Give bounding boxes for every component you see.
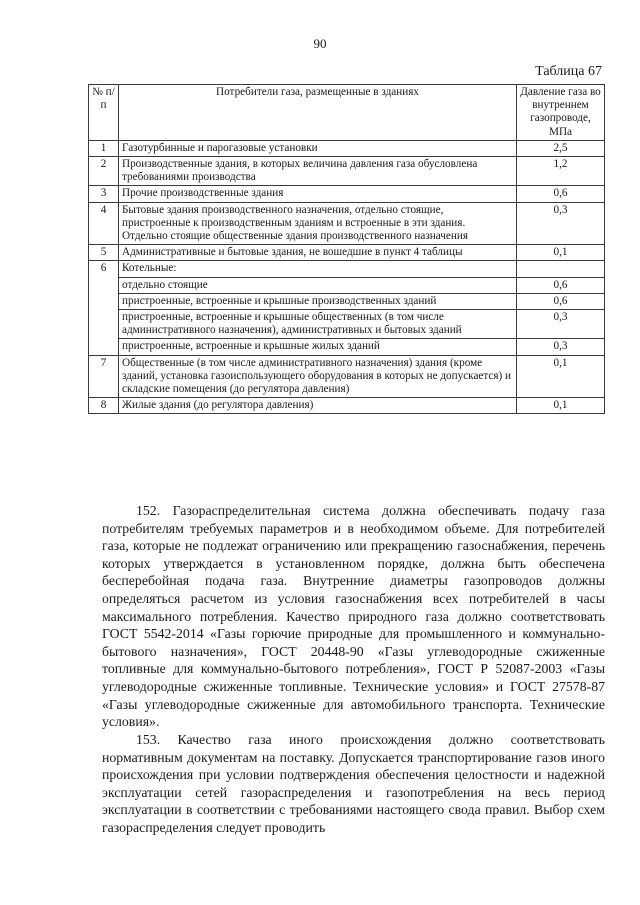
row-pressure: 0,6 (517, 277, 605, 293)
row-pressure: 0,1 (517, 245, 605, 261)
row-consumer: пристроенные, встроенные и крышные жилых зданий (119, 339, 517, 355)
paragraph-text: 152. Газораспределительная система должна обеспечивать подачу газа потребителям требуемых параметров и в необходимом объеме. Для потребителей газа, которые не подлежат ограничению или прекращению газоснабжения, перечень которых утверждается в установленном порядке, должна быть обеспечена бесперебойная подача газа. Внутренние диаметры газопроводов должны определяться расчетом из условия газоснабжения всех потребителей в часы максимального потребления. Качество природного газа должно соответствовать ГОСТ 5542-2014 «Газы горючие природные для промышленного и коммунально-бытового назначения», ГОСТ 20448-90 «Газы углеводородные сжиженные топливные для коммунально-бытового потребления», ГОСТ Р 52087-2003 «Газы углеводородные сжиженные топливные. Технические условия» и ГОСТ 27578-87 «Газы углеводородные сжиженные для автомобильного транспорта. Технические условия». (102, 503, 605, 730)
table-row (89, 339, 605, 355)
header-pressure: Давление газа во внутреннем газопроводе, МПа (517, 85, 605, 141)
table-row (89, 310, 605, 339)
row-pressure (517, 261, 605, 277)
row-pressure: 0,6 (517, 293, 605, 309)
table-row (89, 398, 605, 414)
table-header-row (89, 85, 605, 141)
row-number: 6 (89, 261, 119, 355)
table-row (89, 157, 605, 186)
table-row (89, 245, 605, 261)
row-number: 4 (89, 202, 119, 245)
row-consumer: Газотурбинные и парогазовые установки (119, 140, 517, 156)
row-consumer: пристроенные, встроенные и крышные производственных зданий (119, 293, 517, 309)
row-number: 5 (89, 245, 119, 261)
row-pressure: 0,3 (517, 310, 605, 339)
table-row (89, 186, 605, 202)
row-consumer: Бытовые здания производственного назначения, отдельно стоящие, пристроенные к производственным зданиям и встроенные в эти здания. Отдельно стоящие общественные здания производственного назначения (119, 202, 517, 245)
row-pressure: 0,3 (517, 202, 605, 245)
row-pressure: 0,3 (517, 339, 605, 355)
paragraph-152 (102, 502, 605, 731)
table-row (89, 277, 605, 293)
table-row (89, 140, 605, 156)
row-pressure: 1,2 (517, 157, 605, 186)
row-consumer: Общественные (в том числе административного назначения) здания (кроме зданий, установка газоиспользующего оборудования в которых не допускается) и складские помещения (до регулятора давления) (119, 355, 517, 398)
page-number: 90 (313, 36, 327, 51)
header-consumer: Потребители газа, размещенные в зданиях (119, 85, 517, 141)
row-number: 1 (89, 140, 119, 156)
row-pressure: 0,1 (517, 398, 605, 414)
table-caption: Таблица 67 (535, 64, 602, 79)
row-consumer: пристроенные, встроенные и крышные общественных (в том числе административного назначения), административных и бытовых зданий (119, 310, 517, 339)
table-row (89, 355, 605, 398)
row-number: 8 (89, 398, 119, 414)
row-consumer: Производственные здания, в которых величина давления газа обусловлена требованиями производства (119, 157, 517, 186)
row-number: 7 (89, 355, 119, 398)
row-consumer: Жилые здания (до регулятора давления) (119, 398, 517, 414)
row-pressure: 0,1 (517, 355, 605, 398)
paragraph-text: 153. Качество газа иного происхождения должно соответствовать нормативным документам на поставку. Допускается транспортирование газов иного происхождения при условии подтверждения обеспечения целостности и надежной эксплуатации сетей газораспределения и газопотребления на весь период эксплуатации в соответствии с требованиями настоящего свода правил. Выбор схем газораспределения следует проводить (102, 732, 605, 835)
row-consumer: Котельные: (119, 261, 517, 277)
header-number: № п/п (89, 85, 119, 141)
table-row (89, 293, 605, 309)
row-pressure: 2,5 (517, 140, 605, 156)
row-number: 2 (89, 157, 119, 186)
table-row (89, 202, 605, 245)
row-consumer: отдельно стоящие (119, 277, 517, 293)
gas-pressure-table (88, 84, 605, 414)
row-pressure: 0,6 (517, 186, 605, 202)
row-consumer: Административные и бытовые здания, не вошедшие в пункт 4 таблицы (119, 245, 517, 261)
row-consumer: Прочие производственные здания (119, 186, 517, 202)
table-row (89, 261, 605, 277)
row-number: 3 (89, 186, 119, 202)
paragraph-153 (102, 731, 605, 837)
